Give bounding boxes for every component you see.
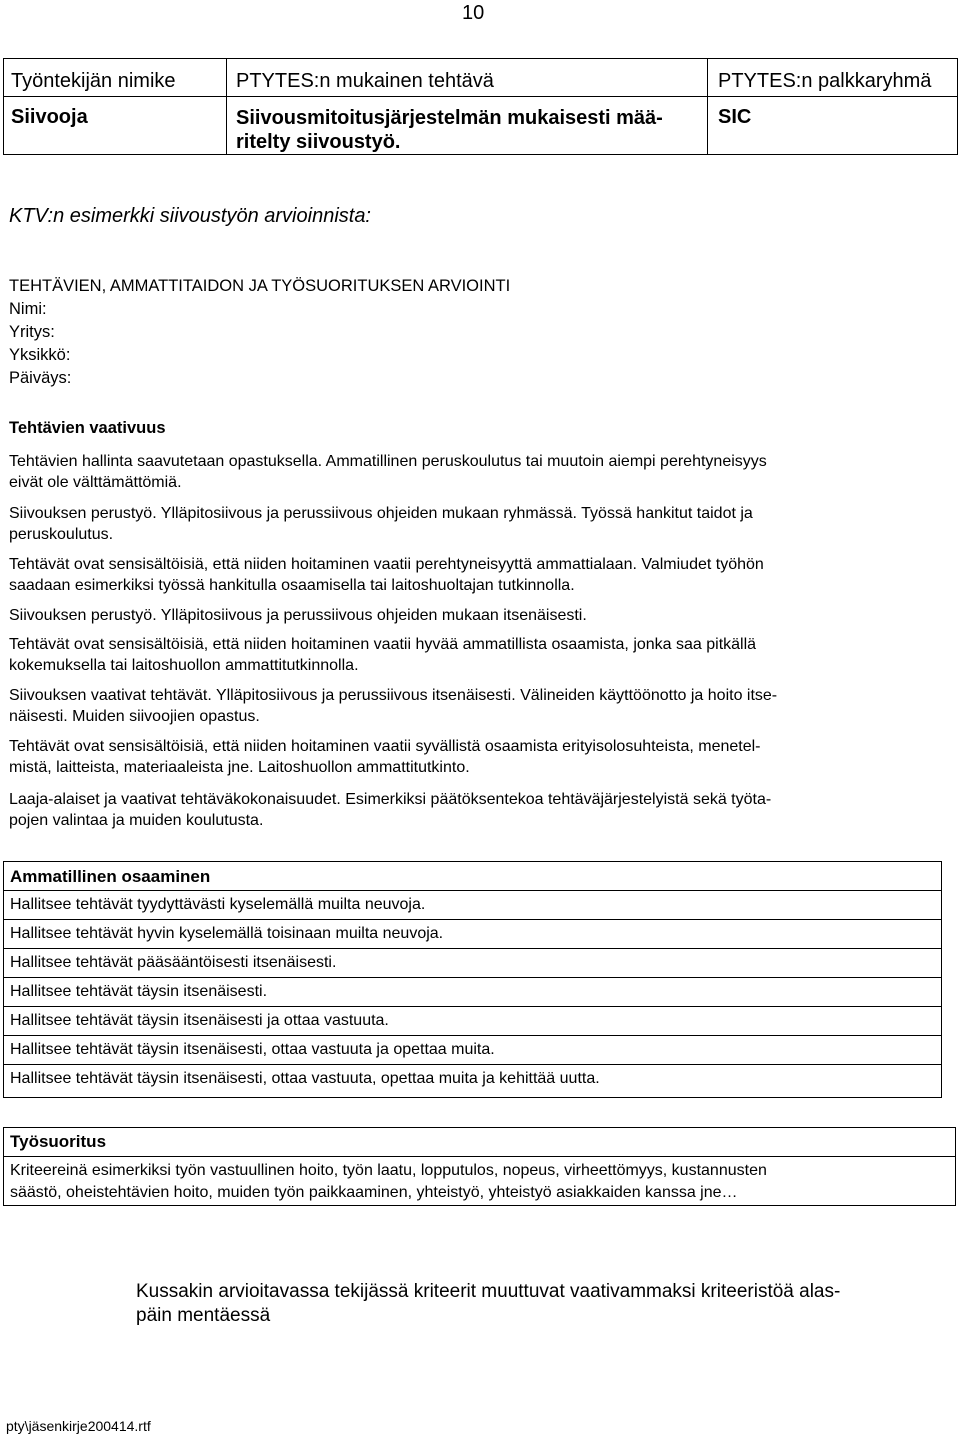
header-job-title: Työntekijän nimike [3, 58, 227, 97]
header-pay-group: PTYTES:n palkkaryhmä [707, 58, 958, 97]
field-unit: Yksikkö: [9, 346, 71, 364]
value-task [226, 96, 708, 155]
requirements-title: Tehtävien vaativuus [9, 419, 166, 437]
footer-filename: pty\jäsenkirje200414.rtf [6, 1418, 151, 1434]
paragraph-line: Siivouksen vaativat tehtävät. Ylläpitosiivous ja perussiivous itsenäisesti. Välineiden käyttöönotto ja hoito itse- [9, 687, 778, 704]
skills-title: Ammatillinen osaaminen [3, 861, 942, 891]
paragraph-line: pojen valintaa ja muiden koulutusta. [9, 812, 264, 829]
requirement-paragraph [9, 634, 949, 676]
evaluation-title: TEHTÄVIEN, AMMATTITAIDON JA TYÖSUORITUKSEN ARVIOINTI [9, 277, 511, 295]
paragraph-line: eivät ole välttämättömiä. [9, 474, 182, 491]
requirement-paragraph [9, 736, 949, 778]
field-date: Päiväys: [9, 369, 72, 387]
requirement-paragraph [9, 789, 949, 831]
skill-row: Hallitsee tehtävät tyydyttävästi kyselemällä muilta neuvoja. [3, 890, 942, 920]
note-line: päin mentäessä [136, 1305, 271, 1326]
field-name: Nimi: [9, 300, 47, 318]
skill-row: Hallitsee tehtävät hyvin kyselemällä toisinaan muilta neuvoja. [3, 919, 942, 949]
requirement-paragraph [9, 451, 949, 493]
paragraph-line: Tehtävät ovat sensisältöisiä, että niiden hoitaminen vaatii hyvää ammatillista osaamista, jonka saa pitkällä [9, 636, 757, 653]
requirement-paragraph [9, 554, 949, 596]
value-task-line: Siivousmitoitusjärjestelmän mukaisesti mää- [236, 107, 663, 129]
skill-row: Hallitsee tehtävät täysin itsenäisesti. [3, 977, 942, 1007]
paragraph-line: mistä, laitteista, materiaaleista jne. Laitoshuollon ammattitutkinto. [9, 759, 470, 776]
criteria-note [136, 1280, 936, 1328]
paragraph-line: Siivouksen perustyö. Ylläpitosiivous ja perussiivous ohjeiden mukaan ryhmässä. Työssä hankitut taidot ja [9, 505, 753, 522]
paragraph-line: Tehtävät ovat sensisältöisiä, että niiden hoitaminen vaatii perehtyneisyyttä ammattialaan. Valmiudet työhön [9, 556, 764, 573]
paragraph-line: peruskoulutus. [9, 526, 114, 543]
paragraph-line: Siivouksen perustyö. Ylläpitosiivous ja perussiivous ohjeiden mukaan itsenäisesti. [9, 607, 587, 624]
paragraph-line: Laaja-alaiset ja vaativat tehtäväkokonaisuudet. Esimerkiksi päätöksentekoa tehtäväjärjestelyistä sekä työta- [9, 791, 772, 808]
performance-line: säästö, oheistehtävien hoito, muiden työn paikkaaminen, yhteistyö, yhteistyö asiakkaiden kanssa jne… [10, 1184, 738, 1201]
page-number: 10 [462, 2, 485, 24]
paragraph-line: Tehtävät ovat sensisältöisiä, että niiden hoitaminen vaatii syvällistä osaamista erityisolosuhteista, menetel- [9, 738, 761, 755]
header-task: PTYTES:n mukainen tehtävä [226, 58, 708, 97]
skill-row: Hallitsee tehtävät pääsääntöisesti itsenäisesti. [3, 948, 942, 978]
skill-row: Hallitsee tehtävät täysin itsenäisesti ja ottaa vastuuta. [3, 1006, 942, 1036]
value-job-title: Siivooja [3, 96, 227, 155]
paragraph-line: kokemuksella tai laitoshuollon ammattitutkinnolla. [9, 657, 359, 674]
paragraph-line: näisesti. Muiden siivoojien opastus. [9, 708, 260, 725]
performance-body [3, 1156, 956, 1206]
skill-row: Hallitsee tehtävät täysin itsenäisesti, ottaa vastuuta ja opettaa muita. [3, 1035, 942, 1065]
field-company: Yritys: [9, 323, 55, 341]
job-info-table [3, 58, 958, 155]
paragraph-line: saadaan esimerkiksi työssä hankitulla osaamisella tai laitoshuoltajan tutkinnolla. [9, 577, 575, 594]
note-line: Kussakin arvioitavassa tekijässä kriteerit muuttuvat vaativammaksi kriteeristöä alas- [136, 1281, 841, 1302]
requirement-paragraph [9, 685, 949, 727]
requirement-paragraph [9, 605, 949, 626]
skill-row: Hallitsee tehtävät täysin itsenäisesti, ottaa vastuuta, opettaa muita ja kehittää uutta. [3, 1064, 942, 1098]
evaluation-block [9, 275, 510, 390]
value-pay-group: SIC [707, 96, 958, 155]
requirement-paragraph [9, 503, 949, 545]
paragraph-line: Tehtävien hallinta saavutetaan opastuksella. Ammatillinen peruskoulutus tai muutoin aiempi perehtyneisyys [9, 453, 767, 470]
value-task-line: ritelty siivoustyö. [236, 131, 401, 153]
ktv-heading: KTV:n esimerkki siivoustyön arvioinnista: [9, 205, 371, 227]
performance-line: Kriteereinä esimerkiksi työn vastuullinen hoito, työn laatu, lopputulos, nopeus, virheettömyys, kustannusten [10, 1162, 767, 1179]
performance-title: Työsuoritus [3, 1127, 956, 1157]
